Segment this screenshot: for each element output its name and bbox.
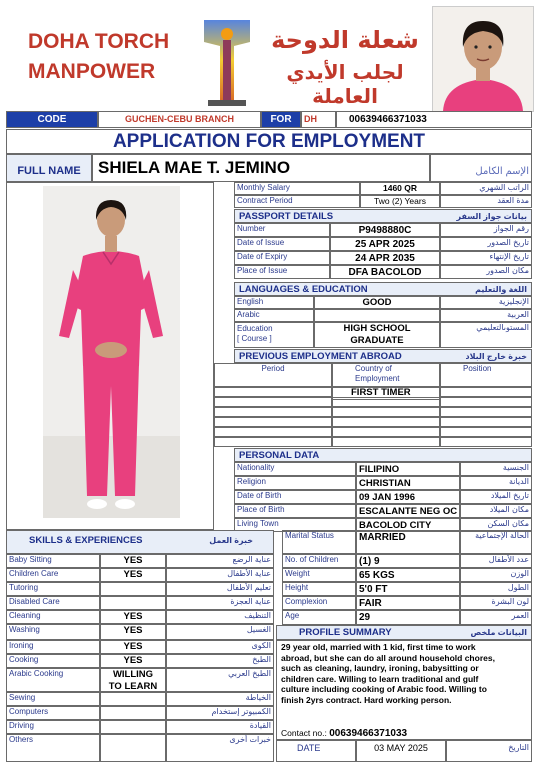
profile-line-2: abroad, but she can do all around household chores, <box>281 652 495 663</box>
skill-row-label: Disabled Care <box>6 596 100 610</box>
skill-row-value <box>100 624 166 640</box>
passport-section-title: PASSPORT DETAILS <box>239 211 334 222</box>
skill-row-value <box>100 706 166 720</box>
code-label: CODE <box>6 111 98 128</box>
marital-row-label: No. of Children <box>282 554 356 568</box>
skill-row-value-line1: YES <box>123 641 143 652</box>
skill-row-label-ar: الكمبيوتر إستخدام <box>166 706 274 720</box>
col-position: Position <box>440 363 532 387</box>
personal-row-label-ar: الديانة <box>460 476 532 490</box>
skill-row-value <box>100 640 166 654</box>
marital-row-label: Marital Status <box>282 530 356 554</box>
col-country-line1: Country of <box>355 364 392 373</box>
skill-row-label: Computers <box>6 706 100 720</box>
personal-data-section-header <box>234 448 532 462</box>
skill-row-label: Children Care <box>6 568 100 582</box>
education-label <box>234 322 314 348</box>
personal-row-label: Religion <box>234 476 356 490</box>
arabic-label-ar: العربية <box>440 309 532 322</box>
prev-row-country <box>332 427 440 437</box>
previous-employment-section-title-ar: خبرة خارج البلاد <box>465 352 527 361</box>
marital-row-value: (1) 9 <box>356 554 460 568</box>
personal-row-label: Date of Birth <box>234 490 356 504</box>
code-bar <box>6 111 532 128</box>
skill-row-value <box>100 734 166 762</box>
passport-section-header <box>234 209 532 223</box>
profile-summary-text <box>281 642 531 706</box>
prev-row-period <box>214 417 332 427</box>
prev-row-country: FIRST TIMER <box>332 387 440 400</box>
languages-section-title-ar: اللغة والتعليم <box>475 285 527 294</box>
education-label-line1: Education <box>237 324 273 333</box>
prev-row-position <box>440 437 532 447</box>
profile-summary-section-title-ar: البيانات ملخص <box>470 628 527 637</box>
marital-row-value: 5'0 FT <box>356 582 460 596</box>
branch-name: GUCHEN-CEBU BRANCH <box>98 111 261 128</box>
skill-row-value-line1: WILLING <box>112 669 154 680</box>
date-value: 03 MAY 2025 <box>356 740 446 762</box>
company-name-ar-line1: شعلة الدوحة <box>271 26 419 54</box>
full-name-label-ar: الإسم الكامل <box>430 154 532 182</box>
profile-line-6: finish 2yrs contract. Hard working person. <box>281 694 452 705</box>
personal-row-value: 09 JAN 1996 <box>356 490 460 504</box>
skill-row-value <box>100 610 166 624</box>
skill-row-label-ar: القيادة <box>166 720 274 734</box>
skill-row-label-ar: الطبخ <box>166 654 274 668</box>
skills-section-title-ar: خبرة العمل <box>209 536 253 545</box>
skill-row-value <box>100 596 166 610</box>
company-name-en-line1: DOHA TORCH <box>28 30 170 53</box>
prev-row-country <box>332 407 440 417</box>
skill-row-value <box>100 692 166 706</box>
profile-line-4: children care. Willing to learn traditional and gulf <box>281 673 479 684</box>
marital-row-value: 65 KGS <box>356 568 460 582</box>
contract-period-label: Contract Period <box>234 195 360 208</box>
marital-row-label: Height <box>282 582 356 596</box>
prev-row-country <box>332 397 440 407</box>
skill-row-label: Driving <box>6 720 100 734</box>
col-country-line2: Employment <box>355 374 400 383</box>
personal-row-value: ESCALANTE NEG OC <box>356 504 460 518</box>
skill-row-value <box>100 720 166 734</box>
arabic-label: Arabic <box>234 309 314 322</box>
personal-row-value: CHRISTIAN <box>356 476 460 490</box>
personal-row-label: Living Town <box>234 518 356 532</box>
languages-section-title: LANGUAGES & EDUCATION <box>239 284 368 295</box>
marital-row-label: Complexion <box>282 596 356 610</box>
skill-row-value-line1: YES <box>123 569 143 580</box>
prev-row-position <box>440 397 532 407</box>
personal-row-label: Place of Birth <box>234 504 356 518</box>
skill-row-label: Ironing <box>6 640 100 654</box>
profile-summary-section-header <box>276 625 532 640</box>
skill-row-value-line1: YES <box>123 611 143 622</box>
personal-data-section-title: PERSONAL DATA <box>239 450 320 461</box>
skill-row-value-line1: YES <box>123 625 143 636</box>
skill-row-label-ar: خبرات أخرى <box>166 734 274 762</box>
skill-row-label-ar: تعليم الأطفال <box>166 582 274 596</box>
passport-row-label: Date of Expiry <box>234 251 330 265</box>
english-label-ar: الإنجليزية <box>440 296 532 309</box>
skill-row-value-line1: YES <box>123 555 143 566</box>
skill-row-label-ar: الكوى <box>166 640 274 654</box>
skill-row-label-ar: الخياطة <box>166 692 274 706</box>
education-label-line2: [ Course ] <box>237 334 272 343</box>
skill-row-value-line1: YES <box>123 655 143 666</box>
skill-row-label: Baby Sitting <box>6 554 100 568</box>
marital-row-value: FAIR <box>356 596 460 610</box>
marital-row-label-ar: لون البشرة <box>460 596 532 610</box>
prev-row-period <box>214 437 332 447</box>
skill-row-label: Cooking <box>6 654 100 668</box>
applicant-headshot <box>432 6 534 112</box>
skill-row-label-ar: عناية العجزة <box>166 596 274 610</box>
monthly-salary-label: Monthly Salary <box>234 182 360 195</box>
col-period: Period <box>214 363 332 387</box>
applicant-full-body-photo <box>43 186 180 518</box>
passport-row-label-ar: رقم الجواز <box>440 223 532 237</box>
prev-row-country <box>332 437 440 447</box>
skill-row-label: Washing <box>6 624 100 640</box>
marital-row-value: MARRIED <box>356 530 460 554</box>
date-label-ar: التاريخ <box>446 740 532 762</box>
passport-row-label: Place of Issue <box>234 265 330 279</box>
personal-row-label-ar: الجنسية <box>460 462 532 476</box>
skill-row-label: Others <box>6 734 100 762</box>
previous-employment-section-header <box>234 349 532 363</box>
skill-row-label-ar: الطبخ العربي <box>166 668 274 692</box>
prev-row-period <box>214 397 332 407</box>
passport-row-value: 25 APR 2025 <box>330 237 440 251</box>
skill-row-value <box>100 568 166 582</box>
english-value: GOOD <box>314 296 440 309</box>
for-value: DH <box>301 111 336 128</box>
phone-number: 00639466371033 <box>336 111 532 128</box>
passport-row-label-ar: مكان الصدور <box>440 265 532 279</box>
education-label-ar: المستوىالتعليمي <box>440 322 532 348</box>
skill-row-label-ar: الغسيل <box>166 624 274 640</box>
prev-row-position <box>440 407 532 417</box>
personal-row-label-ar: مكان الميلاد <box>460 504 532 518</box>
for-label: FOR <box>261 111 301 128</box>
skill-row-value <box>100 582 166 596</box>
prev-row-period <box>214 407 332 417</box>
contract-period-label-ar: مدة العقد <box>440 195 532 208</box>
personal-row-label-ar: تاريخ الميلاد <box>460 490 532 504</box>
skill-row-value <box>100 554 166 568</box>
marital-row-label-ar: عدد الأطفال <box>460 554 532 568</box>
arabic-value <box>314 309 440 322</box>
marital-row-label: Weight <box>282 568 356 582</box>
contract-period-value: Two (2) Years <box>360 195 440 208</box>
passport-row-label: Date of Issue <box>234 237 330 251</box>
skill-row-label: Cleaning <box>6 610 100 624</box>
passport-row-value: DFA BACOLOD <box>330 265 440 279</box>
prev-row-period <box>214 427 332 437</box>
prev-row-period <box>214 387 332 397</box>
previous-employment-section-title: PREVIOUS EMPLOYMENT ABROAD <box>239 351 402 362</box>
marital-row-label-ar: العمر <box>460 610 532 625</box>
full-name-label: FULL NAME <box>6 154 92 182</box>
education-value <box>314 322 440 348</box>
contact-label: Contact no.: <box>281 728 327 738</box>
torch-logo <box>198 20 256 108</box>
personal-row-value: FILIPINO <box>356 462 460 476</box>
skill-row-value <box>100 668 166 692</box>
passport-row-value: P9498880C <box>330 223 440 237</box>
personal-row-label: Nationality <box>234 462 356 476</box>
application-title: APPLICATION FOR EMPLOYMENT <box>6 129 532 154</box>
header <box>0 0 542 112</box>
col-country <box>332 363 440 387</box>
passport-row-value: 24 APR 2035 <box>330 251 440 265</box>
profile-line-3: such as cleaning, laundry, ironing, babysitting or <box>281 663 479 674</box>
passport-section-title-ar: بيانات جواز السفر <box>456 212 527 221</box>
marital-row-label-ar: الوزن <box>460 568 532 582</box>
english-label: English <box>234 296 314 309</box>
personal-row-label-ar: مكان السكن <box>460 518 532 532</box>
contact-line <box>281 728 407 739</box>
skill-row-label: Tutoring <box>6 582 100 596</box>
skill-row-label-ar: عناية الأطفال <box>166 568 274 582</box>
marital-row-label-ar: الطول <box>460 582 532 596</box>
monthly-salary-value: 1460 QR <box>360 182 440 195</box>
company-name-en-line2: MANPOWER <box>28 60 156 83</box>
skills-section-header <box>6 530 274 554</box>
prev-row-position <box>440 427 532 437</box>
marital-row-label: Age <box>282 610 356 625</box>
skill-row-label-ar: عناية الرضع <box>166 554 274 568</box>
contact-value: 00639466371033 <box>329 728 408 739</box>
prev-row-country <box>332 417 440 427</box>
passport-row-label: Number <box>234 223 330 237</box>
education-value-line2: GRADUATE <box>350 335 404 346</box>
passport-row-label-ar: تاريخ الصدور <box>440 237 532 251</box>
marital-row-value: 29 <box>356 610 460 625</box>
profile-line-1: 29 year old, married with 1 kid, first time to work <box>281 642 476 652</box>
skill-row-value-line2: TO LEARN <box>108 681 158 692</box>
skill-row-label-ar: التنظيف <box>166 610 274 624</box>
education-value-line1: HIGH SCHOOL <box>343 323 411 334</box>
prev-row-position <box>440 417 532 427</box>
personal-row-value: BACOLOD CITY <box>356 518 460 532</box>
skill-row-value <box>100 654 166 668</box>
marital-row-label-ar: الحالة الإجتماعية <box>460 530 532 554</box>
skills-section-title: SKILLS & EXPERIENCES <box>29 535 143 546</box>
skill-row-label: Arabic Cooking <box>6 668 100 692</box>
profile-line-5: culture including cooking of Arabic food. Willing to <box>281 684 487 695</box>
languages-section-header <box>234 282 532 296</box>
date-label: DATE <box>276 740 356 762</box>
monthly-salary-label-ar: الراتب الشهري <box>440 182 532 195</box>
company-name-ar-line2: لجلب الأيدي العاملة <box>286 60 404 108</box>
skill-row-label: Sewing <box>6 692 100 706</box>
full-name-value: SHIELA MAE T. JEMINO <box>92 154 430 182</box>
passport-row-label-ar: تاريخ الإنتهاء <box>440 251 532 265</box>
prev-row-position <box>440 387 532 397</box>
profile-summary-section-title: PROFILE SUMMARY <box>299 627 392 638</box>
